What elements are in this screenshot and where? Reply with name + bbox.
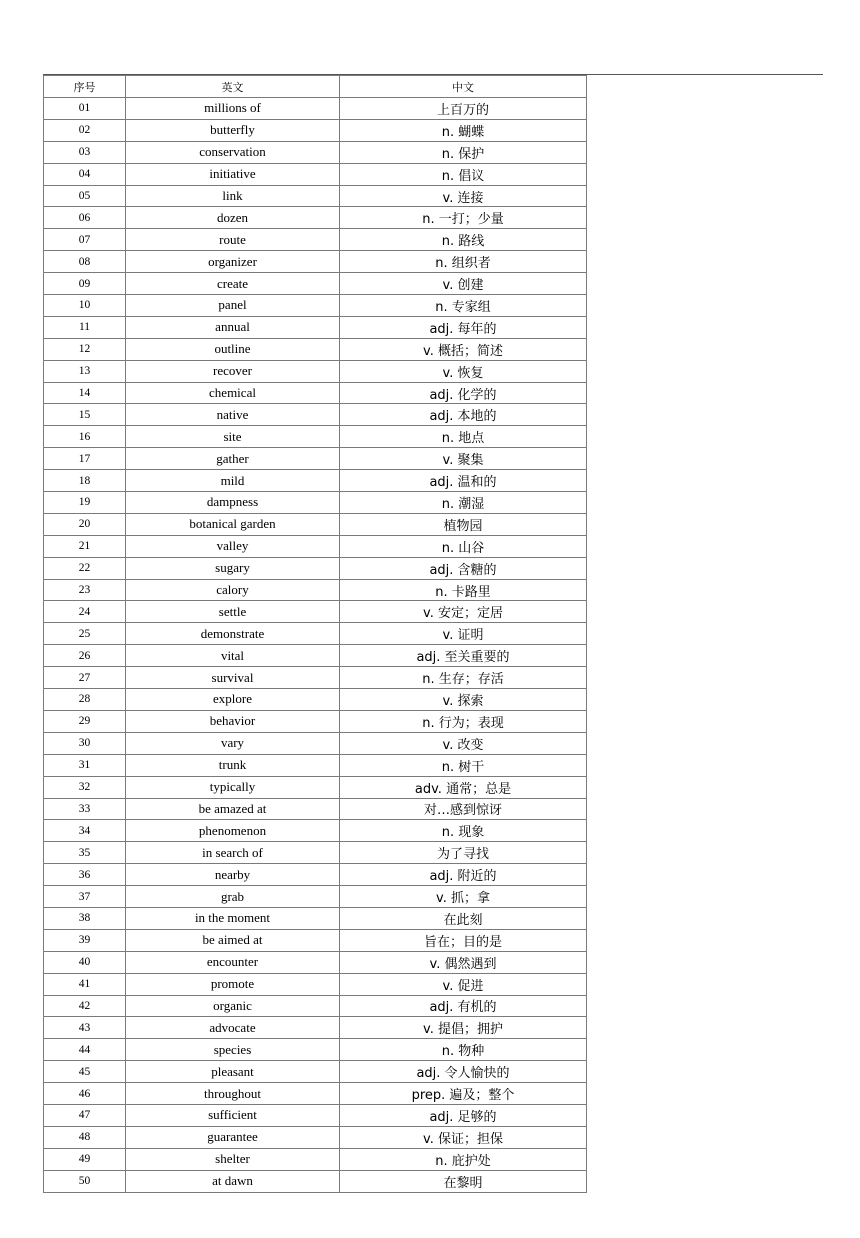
english-term: initiative — [126, 163, 340, 185]
row-number: 37 — [44, 886, 126, 908]
chinese-meaning: adj. 足够的 — [340, 1104, 587, 1126]
english-term: route — [126, 229, 340, 251]
table-row — [44, 579, 587, 601]
english-term: typically — [126, 776, 340, 798]
table-row — [44, 754, 587, 776]
chinese-meaning: adj. 有机的 — [340, 995, 587, 1017]
table-row — [44, 470, 587, 492]
row-number: 16 — [44, 426, 126, 448]
chinese-meaning: adj. 每年的 — [340, 316, 587, 338]
table-row — [44, 492, 587, 514]
chinese-meaning: n. 现象 — [340, 820, 587, 842]
table-row — [44, 973, 587, 995]
table-row — [44, 448, 587, 470]
english-term: millions of — [126, 98, 340, 120]
header-chinese: 中文 — [340, 76, 587, 98]
chinese-meaning: v. 抓；拿 — [340, 886, 587, 908]
english-term: valley — [126, 535, 340, 557]
chinese-meaning: n. 地点 — [340, 426, 587, 448]
chinese-meaning: n. 庇护处 — [340, 1148, 587, 1170]
english-term: outline — [126, 338, 340, 360]
chinese-meaning: n. 倡议 — [340, 163, 587, 185]
row-number: 36 — [44, 864, 126, 886]
chinese-meaning: 植物园 — [340, 513, 587, 535]
table-row — [44, 513, 587, 535]
header-english: 英文 — [126, 76, 340, 98]
row-number: 17 — [44, 448, 126, 470]
table-row — [44, 864, 587, 886]
table-row — [44, 316, 587, 338]
chinese-meaning: n. 一打；少量 — [340, 207, 587, 229]
english-term: encounter — [126, 951, 340, 973]
english-term: native — [126, 404, 340, 426]
header-number: 序号 — [44, 76, 126, 98]
english-term: calory — [126, 579, 340, 601]
english-term: advocate — [126, 1017, 340, 1039]
chinese-meaning: n. 蝴蝶 — [340, 119, 587, 141]
english-term: in search of — [126, 842, 340, 864]
table-row — [44, 1083, 587, 1105]
table-row — [44, 1170, 587, 1192]
table-row — [44, 557, 587, 579]
english-term: conservation — [126, 141, 340, 163]
row-number: 41 — [44, 973, 126, 995]
row-number: 33 — [44, 798, 126, 820]
chinese-meaning: adj. 至关重要的 — [340, 645, 587, 667]
row-number: 29 — [44, 710, 126, 732]
english-term: organic — [126, 995, 340, 1017]
row-number: 21 — [44, 535, 126, 557]
english-term: annual — [126, 316, 340, 338]
table-row — [44, 535, 587, 557]
row-number: 38 — [44, 907, 126, 929]
chinese-meaning: v. 偶然遇到 — [340, 951, 587, 973]
vocabulary-table — [43, 75, 587, 1193]
row-number: 24 — [44, 601, 126, 623]
row-number: 44 — [44, 1039, 126, 1061]
chinese-meaning: v. 探索 — [340, 689, 587, 711]
row-number: 48 — [44, 1126, 126, 1148]
english-term: throughout — [126, 1083, 340, 1105]
chinese-meaning: v. 聚集 — [340, 448, 587, 470]
chinese-meaning: n. 保护 — [340, 141, 587, 163]
table-row — [44, 426, 587, 448]
row-number: 07 — [44, 229, 126, 251]
row-number: 03 — [44, 141, 126, 163]
english-term: settle — [126, 601, 340, 623]
row-number: 40 — [44, 951, 126, 973]
row-number: 35 — [44, 842, 126, 864]
english-term: botanical garden — [126, 513, 340, 535]
table-row — [44, 820, 587, 842]
english-term: pleasant — [126, 1061, 340, 1083]
chinese-meaning: 在黎明 — [340, 1170, 587, 1192]
chinese-meaning: adj. 含糖的 — [340, 557, 587, 579]
table-row — [44, 1061, 587, 1083]
english-term: organizer — [126, 251, 340, 273]
row-number: 13 — [44, 360, 126, 382]
table-row — [44, 776, 587, 798]
header-row — [44, 76, 587, 98]
table-row — [44, 1148, 587, 1170]
chinese-meaning: 在此刻 — [340, 907, 587, 929]
row-number: 32 — [44, 776, 126, 798]
row-number: 15 — [44, 404, 126, 426]
row-number: 01 — [44, 98, 126, 120]
chinese-meaning: v. 保证；担保 — [340, 1126, 587, 1148]
chinese-meaning: adj. 化学的 — [340, 382, 587, 404]
chinese-meaning: v. 创建 — [340, 273, 587, 295]
row-number: 04 — [44, 163, 126, 185]
table-row — [44, 382, 587, 404]
english-term: trunk — [126, 754, 340, 776]
table-row — [44, 185, 587, 207]
row-number: 11 — [44, 316, 126, 338]
row-number: 30 — [44, 732, 126, 754]
table-row — [44, 842, 587, 864]
row-number: 47 — [44, 1104, 126, 1126]
row-number: 25 — [44, 623, 126, 645]
vocabulary-rows — [44, 98, 587, 1193]
chinese-meaning: adj. 本地的 — [340, 404, 587, 426]
english-term: sufficient — [126, 1104, 340, 1126]
english-term: gather — [126, 448, 340, 470]
chinese-meaning: n. 组织者 — [340, 251, 587, 273]
chinese-meaning: v. 提倡；拥护 — [340, 1017, 587, 1039]
english-term: be aimed at — [126, 929, 340, 951]
row-number: 50 — [44, 1170, 126, 1192]
chinese-meaning: v. 安定；定居 — [340, 601, 587, 623]
english-term: create — [126, 273, 340, 295]
table-row — [44, 141, 587, 163]
chinese-meaning: prep. 遍及；整个 — [340, 1083, 587, 1105]
row-number: 09 — [44, 273, 126, 295]
row-number: 19 — [44, 492, 126, 514]
row-number: 23 — [44, 579, 126, 601]
table-row — [44, 1126, 587, 1148]
english-term: recover — [126, 360, 340, 382]
row-number: 18 — [44, 470, 126, 492]
chinese-meaning: n. 物种 — [340, 1039, 587, 1061]
table-row — [44, 360, 587, 382]
row-number: 02 — [44, 119, 126, 141]
row-number: 10 — [44, 295, 126, 317]
chinese-meaning: v. 证明 — [340, 623, 587, 645]
chinese-meaning: n. 卡路里 — [340, 579, 587, 601]
chinese-meaning: 旨在；目的是 — [340, 929, 587, 951]
english-term: site — [126, 426, 340, 448]
table-row — [44, 119, 587, 141]
chinese-meaning: v. 恢复 — [340, 360, 587, 382]
english-term: at dawn — [126, 1170, 340, 1192]
row-number: 42 — [44, 995, 126, 1017]
table-row — [44, 1039, 587, 1061]
english-term: explore — [126, 689, 340, 711]
chinese-meaning: v. 改变 — [340, 732, 587, 754]
row-number: 22 — [44, 557, 126, 579]
row-number: 49 — [44, 1148, 126, 1170]
english-term: vital — [126, 645, 340, 667]
english-term: species — [126, 1039, 340, 1061]
table-row — [44, 1104, 587, 1126]
row-number: 20 — [44, 513, 126, 535]
chinese-meaning: n. 生存；存活 — [340, 667, 587, 689]
english-term: guarantee — [126, 1126, 340, 1148]
english-term: shelter — [126, 1148, 340, 1170]
table-row — [44, 951, 587, 973]
table-row — [44, 163, 587, 185]
chinese-meaning: n. 山谷 — [340, 535, 587, 557]
table-row — [44, 798, 587, 820]
chinese-meaning: adj. 令人愉快的 — [340, 1061, 587, 1083]
chinese-meaning: adj. 温和的 — [340, 470, 587, 492]
table-row — [44, 338, 587, 360]
english-term: grab — [126, 886, 340, 908]
row-number: 08 — [44, 251, 126, 273]
table-row — [44, 929, 587, 951]
row-number: 43 — [44, 1017, 126, 1039]
chinese-meaning: n. 专家组 — [340, 295, 587, 317]
table-row — [44, 689, 587, 711]
table-row — [44, 207, 587, 229]
english-term: in the moment — [126, 907, 340, 929]
row-number: 34 — [44, 820, 126, 842]
table-row — [44, 229, 587, 251]
english-term: phenomenon — [126, 820, 340, 842]
english-term: chemical — [126, 382, 340, 404]
row-number: 39 — [44, 929, 126, 951]
chinese-meaning: n. 行为；表现 — [340, 710, 587, 732]
table-row — [44, 251, 587, 273]
english-term: behavior — [126, 710, 340, 732]
row-number: 05 — [44, 185, 126, 207]
table-row — [44, 886, 587, 908]
english-term: mild — [126, 470, 340, 492]
table-row — [44, 645, 587, 667]
row-number: 27 — [44, 667, 126, 689]
row-number: 12 — [44, 338, 126, 360]
english-term: butterfly — [126, 119, 340, 141]
table-row — [44, 667, 587, 689]
row-number: 14 — [44, 382, 126, 404]
english-term: dampness — [126, 492, 340, 514]
chinese-meaning: v. 概括；简述 — [340, 338, 587, 360]
table-row — [44, 732, 587, 754]
english-term: link — [126, 185, 340, 207]
chinese-meaning: v. 促进 — [340, 973, 587, 995]
english-term: dozen — [126, 207, 340, 229]
chinese-meaning: adj. 附近的 — [340, 864, 587, 886]
table-row — [44, 1017, 587, 1039]
english-term: vary — [126, 732, 340, 754]
english-term: be amazed at — [126, 798, 340, 820]
chinese-meaning: n. 树干 — [340, 754, 587, 776]
chinese-meaning: 上百万的 — [340, 98, 587, 120]
table-row — [44, 404, 587, 426]
chinese-meaning: n. 路线 — [340, 229, 587, 251]
table-row — [44, 995, 587, 1017]
row-number: 46 — [44, 1083, 126, 1105]
english-term: sugary — [126, 557, 340, 579]
chinese-meaning: 为了寻找 — [340, 842, 587, 864]
table-row — [44, 710, 587, 732]
english-term: panel — [126, 295, 340, 317]
row-number: 31 — [44, 754, 126, 776]
table-row — [44, 623, 587, 645]
english-term: demonstrate — [126, 623, 340, 645]
table-row — [44, 273, 587, 295]
row-number: 06 — [44, 207, 126, 229]
table-row — [44, 295, 587, 317]
english-term: survival — [126, 667, 340, 689]
table-row — [44, 601, 587, 623]
chinese-meaning: 对…感到惊讶 — [340, 798, 587, 820]
row-number: 26 — [44, 645, 126, 667]
table-row — [44, 907, 587, 929]
english-term: nearby — [126, 864, 340, 886]
row-number: 45 — [44, 1061, 126, 1083]
table-row — [44, 98, 587, 120]
english-term: promote — [126, 973, 340, 995]
chinese-meaning: adv. 通常；总是 — [340, 776, 587, 798]
chinese-meaning: v. 连接 — [340, 185, 587, 207]
chinese-meaning: n. 潮湿 — [340, 492, 587, 514]
row-number: 28 — [44, 689, 126, 711]
